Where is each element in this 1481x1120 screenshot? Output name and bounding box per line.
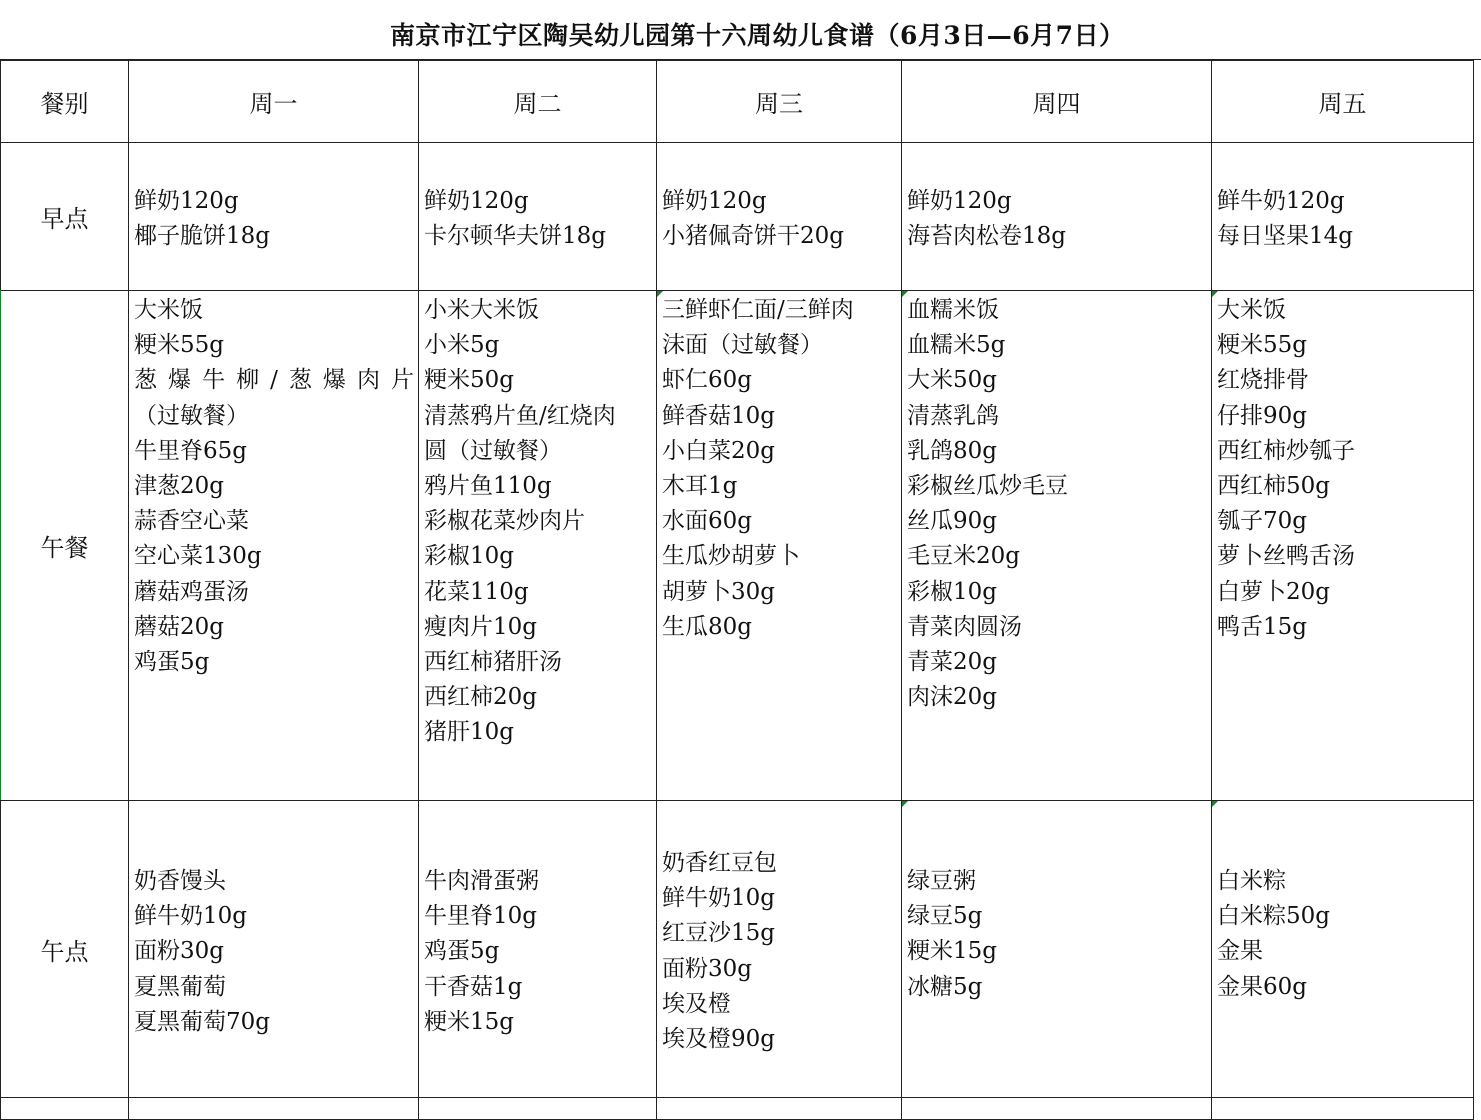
menu-item-line: 大米50g (907, 367, 997, 394)
menu-item-line: 牛肉滑蛋粥 (424, 868, 539, 894)
snack-cell-wed[interactable] (657, 801, 902, 1098)
menu-item-line: 胡萝卜30g (662, 578, 775, 605)
menu-item-line: 白萝卜20g (1217, 578, 1330, 605)
menu-item-line: 鸭舌15g (1217, 613, 1307, 640)
menu-item-line: 木耳1g (662, 473, 738, 500)
menu-item-line: （过敏餐） (134, 402, 249, 429)
breakfast-cell-wed[interactable] (657, 143, 902, 291)
menu-item-line: 埃及橙90g (662, 1026, 775, 1053)
snack-row (1, 801, 1474, 1098)
menu-item-line: 夏黑葡萄70g (134, 1008, 270, 1035)
menu-item-line: 西红柿炒瓠子 (1217, 437, 1355, 464)
menu-item-line: 每日坚果14g (1217, 223, 1353, 250)
selection-edge (0, 290, 1, 800)
title-row (0, 0, 1481, 60)
menu-item-line: 青菜肉圆汤 (907, 613, 1022, 640)
snack-cell-thu[interactable] (902, 801, 1212, 1098)
menu-item-line: 金果60g (1217, 973, 1307, 1000)
snack-cell-fri[interactable] (1212, 801, 1474, 1098)
menu-item-line: 毛豆米20g (907, 543, 1020, 570)
menu-item-line: 猪肝10g (424, 719, 514, 746)
menu-item-line: 蘑菇鸡蛋汤 (134, 578, 249, 605)
menu-item-line: 西红柿20g (424, 684, 537, 711)
menu-item-line: 绿豆5g (907, 903, 983, 930)
menu-item-line: 鲜奶120g (662, 188, 767, 214)
header-row (1, 61, 1474, 143)
menu-item-line: 鲜香菇10g (662, 402, 775, 429)
menu-item-line: 沫面（过敏餐） (662, 332, 823, 359)
menu-item-line: 白米粽 (1217, 868, 1286, 894)
breakfast-cell-mon[interactable] (129, 143, 419, 291)
empty-cell[interactable] (419, 1098, 657, 1120)
menu-item-line: 鲜牛奶10g (662, 885, 775, 912)
menu-item-line: 西红柿50g (1217, 473, 1330, 500)
menu-item-line: 卡尔顿华夫饼18g (424, 223, 606, 250)
menu-item-line: 金果 (1217, 938, 1263, 965)
menu-item-line: 面粉30g (662, 955, 752, 982)
lunch-cell-wed[interactable] (657, 291, 902, 801)
cell-comment-marker (657, 291, 663, 297)
menu-item-line: 大米饭 (1217, 297, 1286, 323)
menu-item-line: 津葱20g (134, 473, 224, 500)
day-header-wed[interactable]: 周三 (657, 61, 902, 143)
day-header-thu[interactable]: 周四 (902, 61, 1212, 143)
empty-cell[interactable] (1, 1098, 129, 1120)
breakfast-cell-thu[interactable] (902, 143, 1212, 291)
empty-cell[interactable] (657, 1098, 902, 1120)
cell-comment-marker (1212, 801, 1218, 807)
menu-item-line: 夏黑葡萄 (134, 973, 226, 1000)
menu-item-line: 白米粽50g (1217, 903, 1330, 930)
menu-item-line: 萝卜丝鸭舌汤 (1217, 543, 1355, 570)
menu-item-line: 彩椒10g (424, 543, 514, 570)
empty-cell[interactable] (1212, 1098, 1474, 1120)
meal-type-header[interactable]: 餐别 (1, 61, 129, 143)
menu-item-line: 埃及橙 (662, 990, 731, 1017)
menu-item-line: 蘑菇20g (134, 613, 224, 640)
empty-row (1, 1098, 1474, 1120)
menu-item-line: 生瓜80g (662, 613, 752, 640)
menu-item-line: 虾仁60g (662, 367, 752, 394)
menu-item-line: 鲜牛奶120g (1217, 188, 1345, 214)
menu-item-line: 鸡蛋5g (424, 938, 500, 965)
menu-item-line: 血糯米饭 (907, 297, 999, 323)
menu-item-line: 肉沫20g (907, 684, 997, 711)
breakfast-cell-tue[interactable] (419, 143, 657, 291)
menu-item-line: 鸦片鱼110g (424, 473, 552, 500)
lunch-row (1, 291, 1474, 801)
menu-item-line: 牛里脊10g (424, 903, 537, 930)
menu-item-line: 仔排90g (1217, 402, 1307, 429)
menu-item-line: 粳米15g (424, 1008, 514, 1035)
menu-item-line: 丝瓜90g (907, 508, 997, 535)
lunch-cell-tue[interactable] (419, 291, 657, 801)
menu-item-line: 粳米55g (134, 332, 224, 359)
day-header-tue[interactable]: 周二 (419, 61, 657, 143)
menu-item-line: 干香菇1g (424, 973, 523, 1000)
menu-item-line: 小猪佩奇饼干20g (662, 223, 844, 250)
menu-item-line: 红烧排骨 (1217, 367, 1309, 394)
snack-cell-tue[interactable] (419, 801, 657, 1098)
menu-item-line: 粳米55g (1217, 332, 1307, 359)
lunch-label[interactable]: 午餐 (1, 291, 129, 801)
menu-item-line: 牛里脊65g (134, 437, 247, 464)
menu-item-line: 小白菜20g (662, 437, 775, 464)
menu-item-line: 小米大米饭 (424, 297, 539, 323)
page-title: 南京市江宁区陶吴幼儿园第十六周幼儿食谱（6月3日—6月7日） (390, 21, 1125, 50)
menu-item-line: 瓠子70g (1217, 508, 1307, 535)
menu-item-line: 奶香馒头 (134, 868, 226, 894)
menu-item-line: 清蒸乳鸽 (907, 402, 999, 429)
menu-item-line: 鲜牛奶10g (134, 903, 247, 930)
menu-item-line: 生瓜炒胡萝卜 (662, 543, 800, 570)
menu-item-line: 海苔肉松卷18g (907, 223, 1066, 250)
menu-item-line: 圆（过敏餐） (424, 437, 562, 464)
cell-comment-marker (1212, 291, 1218, 297)
menu-item-line: 蒜香空心菜 (134, 508, 249, 535)
menu-item-line: 鲜奶120g (134, 188, 239, 214)
menu-item-line: 粳米50g (424, 367, 514, 394)
menu-item-line: 花菜110g (424, 578, 529, 605)
menu-table (0, 60, 1474, 1120)
empty-cell[interactable] (902, 1098, 1212, 1120)
menu-item-line: 彩椒花菜炒肉片 (424, 508, 585, 535)
menu-item-line: 血糯米5g (907, 332, 1006, 359)
cell-comment-marker (902, 291, 908, 297)
menu-item-line: 大米饭 (134, 297, 203, 323)
menu-item-line: 鲜奶120g (424, 188, 529, 214)
menu-item-line: 面粉30g (134, 938, 224, 965)
menu-item-line: 红豆沙15g (662, 920, 775, 947)
menu-item-line: 瘦肉片10g (424, 613, 537, 640)
cell-comment-marker (902, 801, 908, 807)
menu-item-line: 彩椒丝瓜炒毛豆 (907, 473, 1068, 500)
snack-label[interactable]: 午点 (1, 801, 129, 1098)
menu-item-line: 鸡蛋5g (134, 649, 210, 676)
lunch-cell-thu[interactable] (902, 291, 1212, 801)
breakfast-row (1, 143, 1474, 291)
menu-item-line: 绿豆粥 (907, 868, 976, 894)
lunch-cell-mon[interactable] (129, 291, 419, 801)
menu-item-line: 水面60g (662, 508, 752, 535)
menu-item-line: 小米5g (424, 332, 500, 359)
menu-item-line: 青菜20g (907, 649, 997, 676)
lunch-cell-fri[interactable] (1212, 291, 1474, 801)
menu-item-line: 空心菜130g (134, 543, 262, 570)
menu-item-line: 乳鸽80g (907, 437, 997, 464)
menu-item-line: 彩椒10g (907, 578, 997, 605)
breakfast-label[interactable]: 早点 (1, 143, 129, 291)
menu-item-line: 葱爆牛柳/葱爆肉片 (134, 367, 414, 394)
menu-item-line: 冰糖5g (907, 973, 983, 1000)
menu-item-line: 三鲜虾仁面/三鲜肉 (662, 297, 854, 323)
menu-item-line: 粳米15g (907, 938, 997, 965)
menu-item-line: 西红柿猪肝汤 (424, 649, 562, 676)
menu-item-line: 清蒸鸦片鱼/红烧肉 (424, 402, 616, 429)
menu-item-line: 椰子脆饼18g (134, 223, 270, 250)
breakfast-cell-fri[interactable] (1212, 143, 1474, 291)
empty-cell[interactable] (129, 1098, 419, 1120)
day-header-mon[interactable]: 周一 (129, 61, 419, 143)
snack-cell-mon[interactable] (129, 801, 419, 1098)
menu-item-line: 鲜奶120g (907, 188, 1012, 214)
menu-item-line: 奶香红豆包 (662, 850, 777, 876)
day-header-fri[interactable]: 周五 (1212, 61, 1474, 143)
